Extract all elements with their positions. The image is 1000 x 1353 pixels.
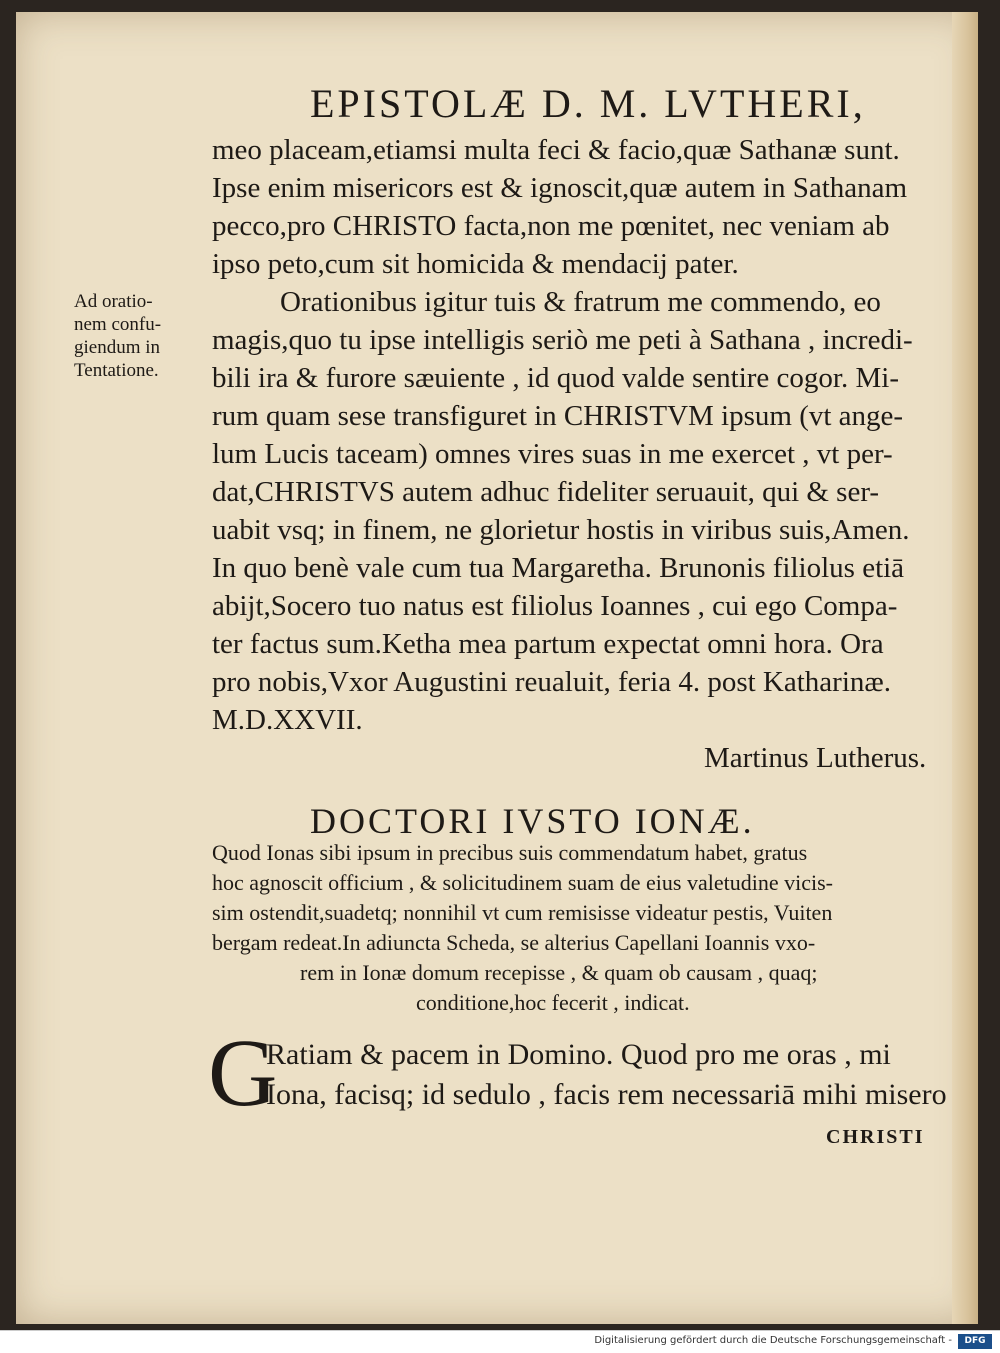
text-line: Ipse enim misericors est & ignoscit,quæ autem in Sathanam <box>212 172 908 204</box>
text-line: Iona, facisq; id sedulo , facis rem necessariā mihi misero <box>266 1078 947 1111</box>
text-line: bili ira & furore sæuiente , id quod valde sentire cogor. Mi- <box>212 362 899 394</box>
summary-line: bergam redeat.In adiuncta Scheda, se alterius Capellani Ioannis vxo- <box>212 930 816 955</box>
text-line: lum Lucis taceam) omnes vires suas in me exercet , vt per- <box>212 438 893 470</box>
text-line: meo placeam,etiamsi multa feci & facio,quæ Sathanæ sunt. <box>212 134 900 166</box>
summary-line: sim ostendit,suadetq; nonnihil vt cum remisisse videatur pestis, Vuiten <box>212 900 833 925</box>
text-line: dat,CHRISTVS autem adhuc fideliter seruauit, qui & ser- <box>212 476 880 508</box>
text-line: ter factus sum.Ketha mea partum expectat omni hora. Ora <box>212 628 884 660</box>
margin-note-line: nem confu- <box>74 314 162 335</box>
drop-cap: G <box>208 1019 278 1126</box>
footer-credit: Digitalisierung gefördert durch die Deutsche Forschungsgemeinschaft - <box>594 1335 952 1346</box>
text-line: magis,quo tu ipse intelligis seriò me peti à Sathana , incredi- <box>212 324 913 356</box>
summary-line: Quod Ionas sibi ipsum in precibus suis commendatum habet, gratus <box>212 840 808 865</box>
margin-note-line: giendum in <box>74 337 161 358</box>
text-line: Orationibus igitur tuis & fratrum me commendo, eo <box>280 286 881 318</box>
summary-line: hoc agnoscit officium , & solicitudinem suam de eius valetudine vicis- <box>212 870 833 895</box>
catchword: CHRISTI <box>826 1126 925 1148</box>
text-line: abijt,Socero tuo natus est filiolus Ioannes , cui ego Compa- <box>212 590 898 622</box>
signature: Martinus Lutherus. <box>704 742 927 774</box>
text-line: rum quam sese transfiguret in CHRISTVM ipsum (vt ange- <box>212 400 904 432</box>
dfg-logo: DFG <box>958 1334 992 1349</box>
letter-heading: DOCTORI IVSTO IONÆ. <box>310 801 755 841</box>
text-line: pecco,pro CHRISTO facta,non me pœnitet, nec veniam ab <box>212 210 890 242</box>
margin-note <box>74 290 209 382</box>
summary-line: conditione,hoc fecerit , indicat. <box>416 990 690 1015</box>
text-line: Ratiam & pacem in Domino. Quod pro me oras , mi <box>266 1038 891 1071</box>
margin-note-line: Ad oratio- <box>74 291 153 312</box>
text-line: In quo benè vale cum tua Margaretha. Brunonis filiolus etiā <box>212 552 905 584</box>
text-line: ipso peto,cum sit homicida & mendacij pater. <box>212 248 739 280</box>
footer-bar <box>0 1330 1000 1353</box>
text-line: M.D.XXVII. <box>212 704 363 736</box>
text-line: uabit vsq; in finem, ne glorietur hostis in viribus suis,Amen. <box>212 514 910 546</box>
running-head: EPISTOLÆ D. M. LVTHERI, <box>310 81 866 126</box>
margin-note-line: Tentatione. <box>74 360 159 381</box>
text-line: pro nobis,Vxor Augustini reualuit, feria 4. post Katharinæ. <box>212 666 891 698</box>
summary-line: rem in Ionæ domum recepisse , & quam ob causam , quaq; <box>300 960 818 985</box>
